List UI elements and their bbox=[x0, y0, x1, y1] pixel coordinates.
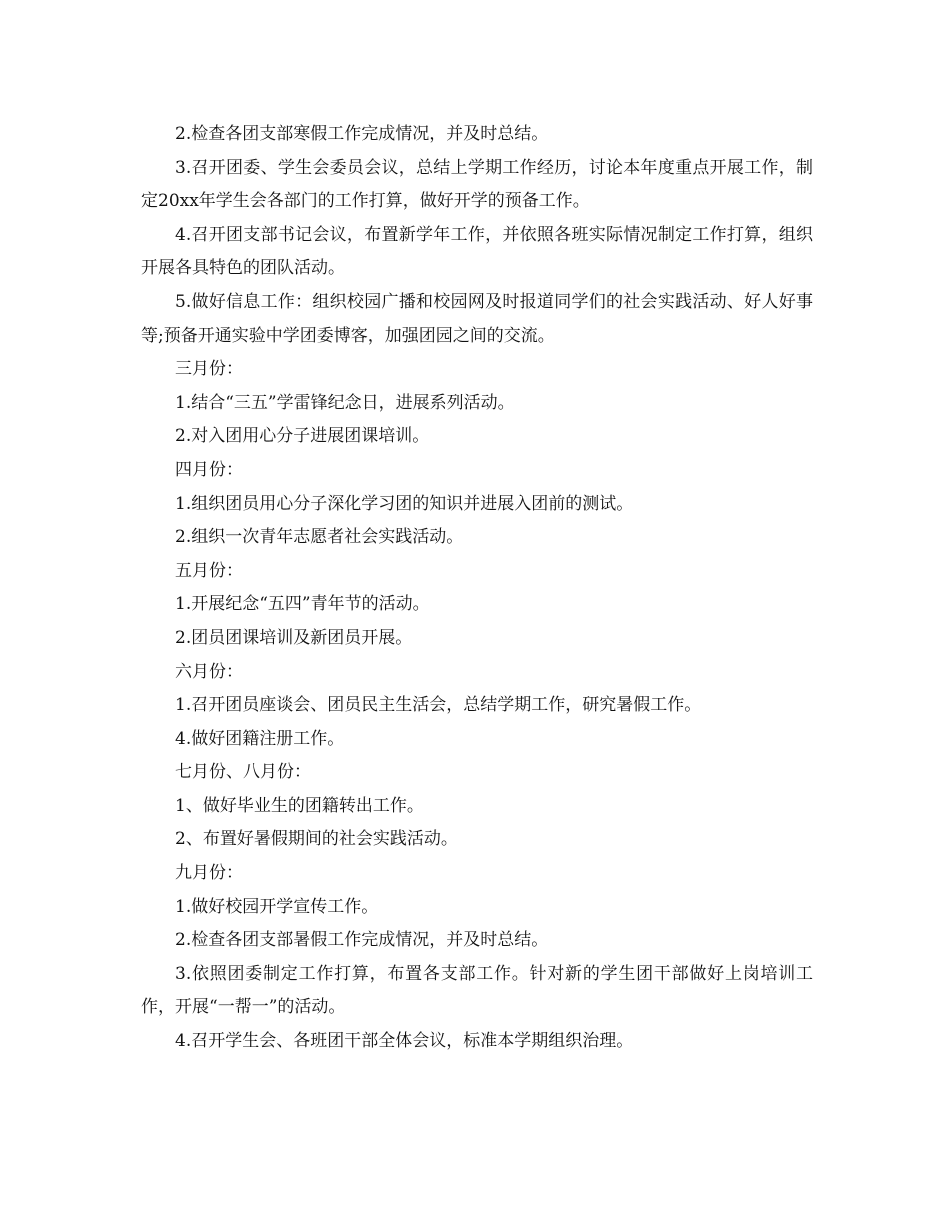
paragraph: 1、做好毕业生的团籍转出工作。 bbox=[175, 795, 424, 816]
section-heading-may: 五月份： bbox=[175, 560, 243, 581]
paragraph: 5.做好信息工作：组织校园广播和校园网及时报道同学们的社会实践活动、好人好事等;预备开通实验中学团委博客，加强团园之间的交流。 bbox=[141, 291, 813, 346]
paragraph: 2.组织一次青年志愿者社会实践活动。 bbox=[175, 527, 464, 548]
paragraph: 4.做好团籍注册工作。 bbox=[175, 728, 345, 749]
paragraph: 1.结合“三五”学雷锋纪念日，进展系列活动。 bbox=[175, 392, 515, 413]
section-heading-july-august: 七月份、八月份： bbox=[175, 762, 311, 783]
paragraph: 1.开展纪念“五四”青年节的活动。 bbox=[175, 594, 430, 615]
paragraph: 2.团员团课培训及新团员开展。 bbox=[175, 627, 413, 648]
section-heading-march: 三月份： bbox=[175, 359, 243, 380]
paragraph: 1.召开团员座谈会、团员民主生活会，总结学期工作，研究暑假工作。 bbox=[175, 695, 702, 716]
section-heading-april: 四月份： bbox=[175, 459, 243, 480]
paragraph: 2.检查各团支部暑假工作完成情况，并及时总结。 bbox=[175, 930, 549, 951]
paragraph: 1.做好校园开学宣传工作。 bbox=[175, 896, 379, 917]
paragraph: 3.依照团委制定工作打算，布置各支部工作。针对新的学生团干部做好上岗培训工作，开展“一帮一”的活动。 bbox=[141, 963, 813, 1018]
paragraph: 4.召开学生会、各班团干部全体会议，标准本学期组织治理。 bbox=[175, 1031, 634, 1052]
paragraph: 2、布置好暑假期间的社会实践活动。 bbox=[175, 829, 458, 850]
paragraph: 1.组织团员用心分子深化学习团的知识并进展入团前的测试。 bbox=[175, 493, 634, 514]
paragraph: 2.对入团用心分子进展团课培训。 bbox=[175, 426, 430, 447]
section-heading-september: 九月份： bbox=[175, 863, 243, 884]
paragraph: 3.召开团委、学生会委员会议，总结上学期工作经历，讨论本年度重点开展工作，制定20xx年学生会各部门的工作打算，做好开学的预备工作。 bbox=[141, 157, 813, 212]
section-heading-june: 六月份： bbox=[175, 661, 243, 682]
paragraph: 2.检查各团支部寒假工作完成情况，并及时总结。 bbox=[175, 124, 549, 144]
paragraph: 4.召开团支部书记会议，布置新学年工作，并依照各班实际情况制定工作打算，组织开展各具特色的团队活动。 bbox=[141, 224, 813, 279]
document-body bbox=[141, 118, 813, 1059]
